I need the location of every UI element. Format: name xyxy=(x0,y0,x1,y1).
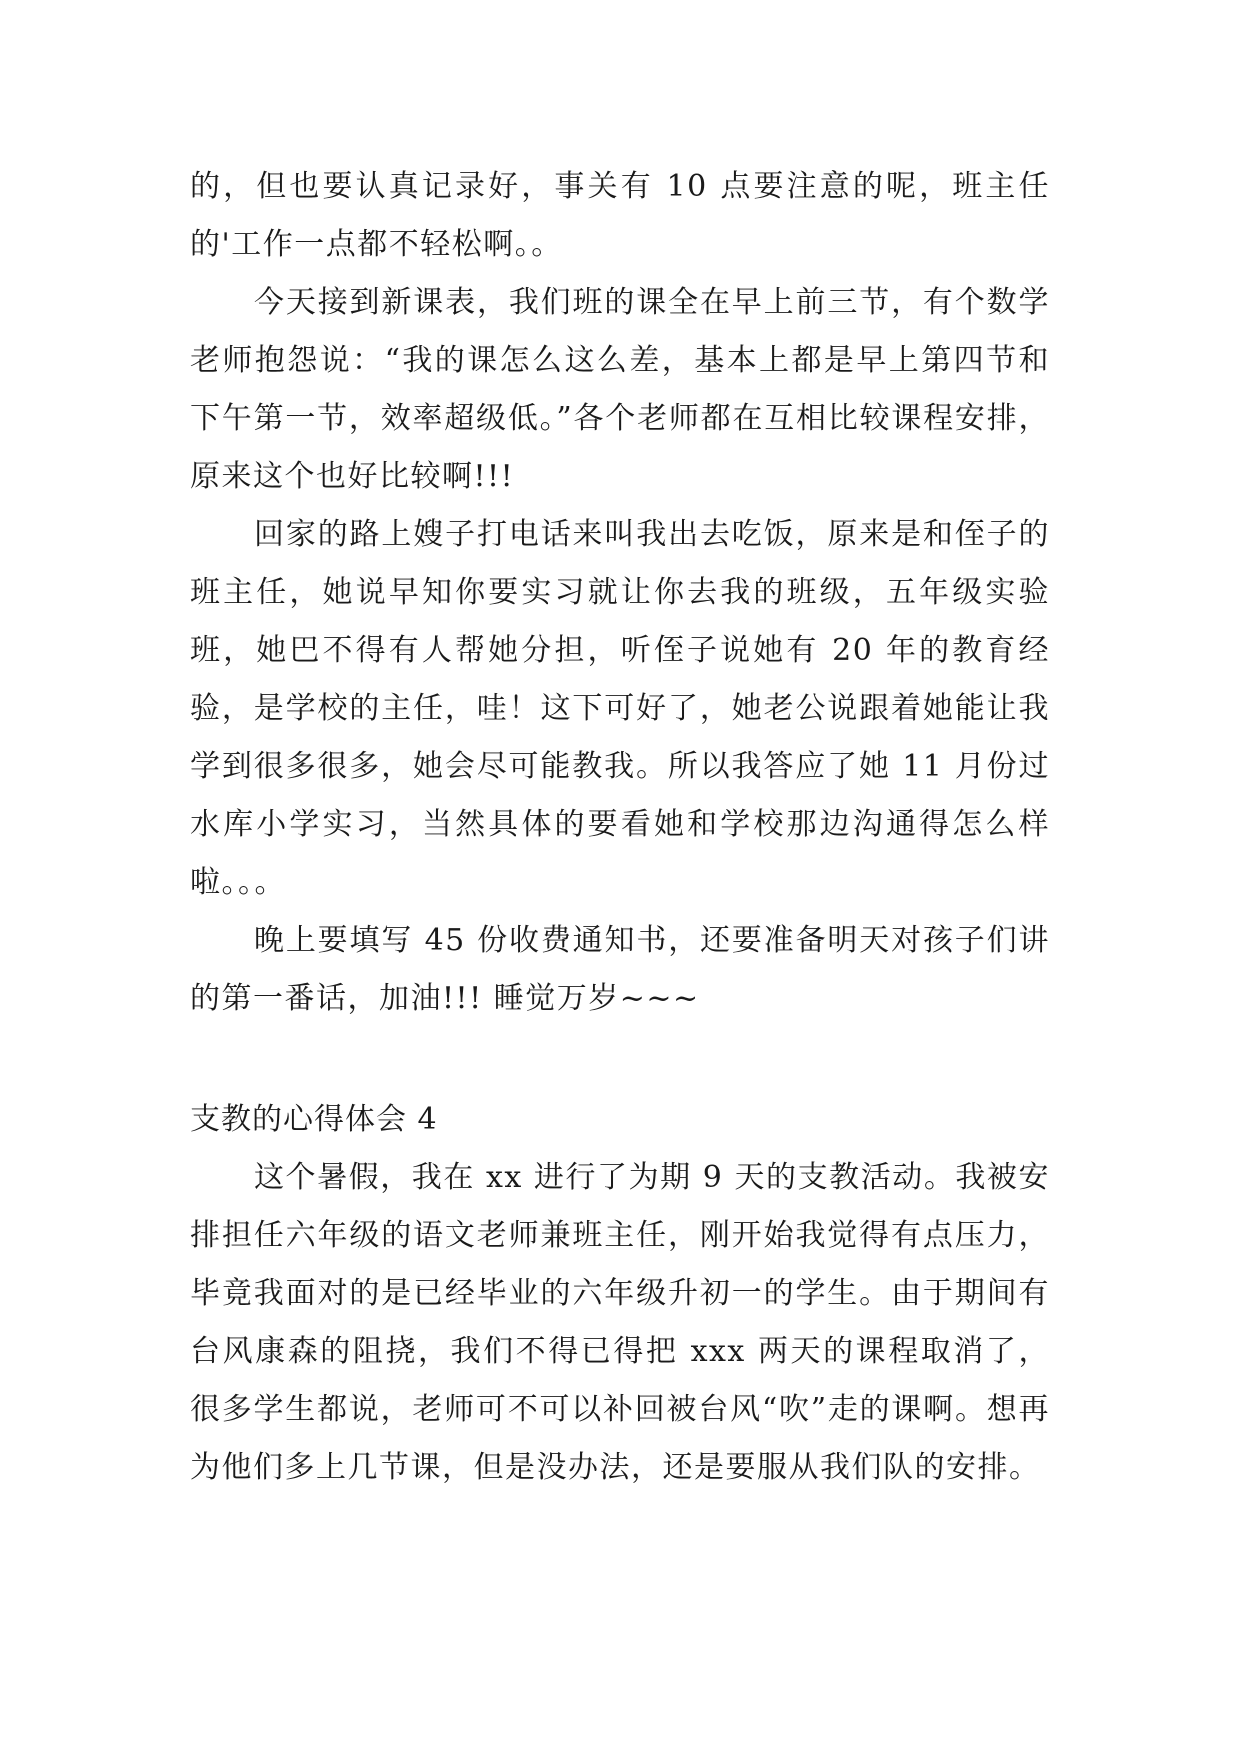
paragraph-way-home: 回家的路上嫂子打电话来叫我出去吃饭，原来是和侄子的班主任，她说早知你要实习就让你去我的班级，五年级实验班，她巴不得有人帮她分担，听侄子说她有 20 年的教育经验，是学校的主任，哇！这下可好了，她老公说跟着她能让我学到很多很多，她会尽可能教我。所以我答应了她 11 月份过水库小学实习，当然具体的要看她和学校那边沟通得怎么样啦。。。 xyxy=(190,517,1050,900)
paragraph-evening: 晚上要填写 45 份收费通知书，还要准备明天对孩子们讲的第一番话，加油!!! 睡觉万岁~~~ xyxy=(190,923,1050,1016)
paragraph-continued: 的，但也要认真记录好，事关有 10 点要注意的呢，班主任的'工作一点都不轻松啊。。 xyxy=(190,169,1050,262)
paragraph-summer-teaching: 这个暑假，我在 xx 进行了为期 9 天的支教活动。我被安排担任六年级的语文老师兼班主任，刚开始我觉得有点压力，毕竟我面对的是已经毕业的六年级升初一的学生。由于期间有台风康森的阻挠，我们不得已得把 xxx 两天的课程取消了，很多学生都说，老师可不可以补回被台风“吹”走的课啊。想再为他们多上几节课，但是没办法，还是要服从我们队的安排。 xyxy=(190,1160,1050,1485)
section-heading: 支教的心得体会 4 xyxy=(190,1102,438,1137)
document-body xyxy=(190,158,1050,1497)
paragraph-new-schedule: 今天接到新课表，我们班的课全在早上前三节，有个数学老师抱怨说：“我的课怎么这么差，基本上都是早上第四节和下午第一节，效率超级低。”各个老师都在互相比较课程安排，原来这个也好比较啊!!! xyxy=(190,285,1050,494)
